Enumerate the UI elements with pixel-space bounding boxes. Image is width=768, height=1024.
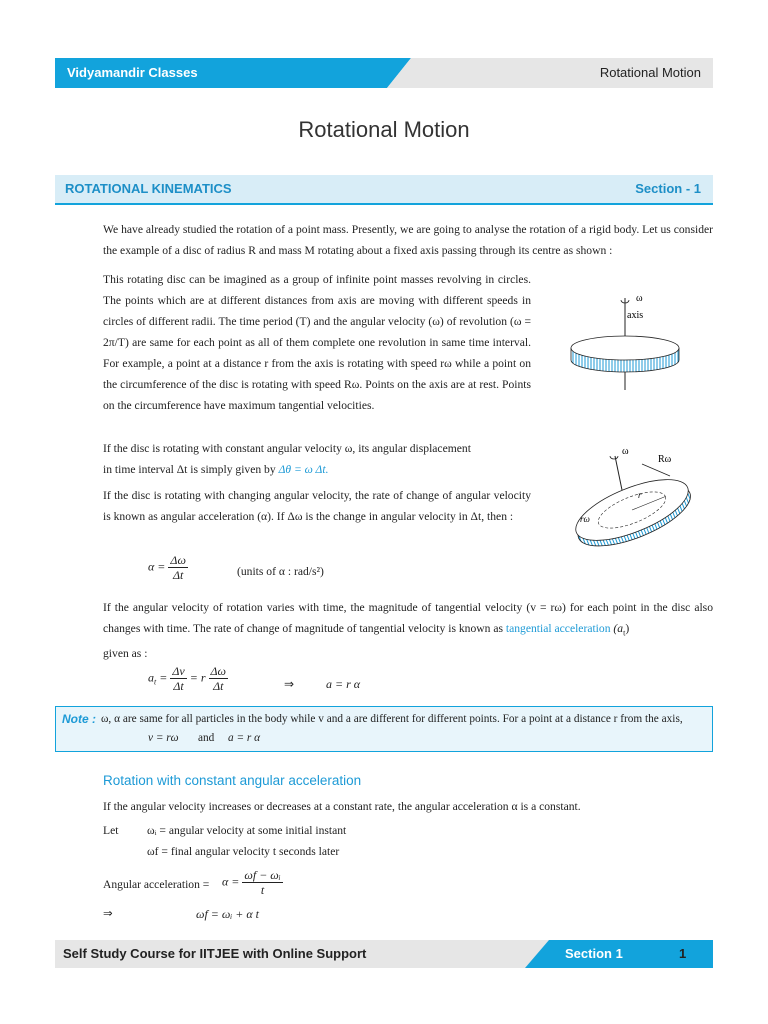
final-omega-equation: ωf = ωᵢ + α t: [196, 907, 260, 921]
note-box: [55, 706, 713, 752]
at-implies: ⇒: [284, 677, 295, 691]
paragraph-constant-alpha: If the angular velocity increases or decreases at a constant rate, the angular acceleration α is a constant.: [103, 800, 581, 813]
at-fraction-1: [170, 664, 186, 693]
note-and: and: [198, 732, 215, 744]
at-den2: Δt: [213, 679, 224, 693]
fig2-Romega-label: Rω: [658, 454, 672, 465]
fig2-romega-label: rω: [580, 514, 590, 524]
alpha2-lhs: α =: [222, 874, 240, 889]
para5-at: (a: [613, 622, 624, 635]
alpha2-equation: [222, 868, 283, 897]
at-den1: Δt: [173, 679, 184, 693]
disc-figure-2: [560, 442, 710, 554]
fig2-omega-label: ω: [622, 446, 629, 457]
at-num1: Δv: [172, 664, 185, 678]
alpha-lhs: α =: [148, 559, 166, 574]
alpha-num: Δω: [170, 553, 186, 567]
implies-symbol: ⇒: [103, 907, 113, 920]
paragraph-tangential: If the angular velocity of rotation varies with time, the magnitude of tangential velocity (v = rω) for each point in the disc also changes with time. The rate of change of magnitude of tangential velocity is known as tangential acceleration $(a_t)$ given as :: [103, 601, 713, 661]
section-title: ROTATIONAL KINEMATICS: [65, 181, 232, 196]
at-lhs: a: [148, 670, 154, 685]
para5-given: given as :: [103, 647, 148, 661]
section-bar: [55, 175, 713, 205]
footer-section: Section 1: [565, 946, 623, 961]
para3-line2: in time interval Δt is simply given by: [103, 463, 276, 476]
let-label: Let: [103, 824, 119, 837]
alpha-equation: [148, 553, 188, 582]
note-label: Note :: [62, 712, 96, 726]
para5-text: If the angular velocity of rotation varies with time, the magnitude of tangential velocity (v = rω) for each point in the disc also changes with time. The rate of change of magnitude of tangential velocity is known as: [103, 601, 713, 635]
header-chapter: Rotational Motion: [599, 65, 701, 80]
paragraph-angular-acceleration: If the disc is rotating with changing angular velocity, the rate of change of angular velocity is known as angular acceleration (α). If Δω is the change in angular velocity in Δt, then :: [103, 489, 531, 523]
header-brand: Vidyamandir Classes: [67, 65, 198, 80]
paragraph-constant-omega: [103, 438, 523, 480]
definition-omega-f: ωf = final angular velocity t seconds later: [147, 845, 340, 858]
at-result: a = r α: [326, 677, 361, 691]
tangential-acceleration-term: tangential acceleration: [505, 622, 611, 635]
delta-theta-equation: Δθ = ω Δt.: [278, 463, 329, 476]
alpha2-den: t: [260, 883, 265, 897]
section-number: Section - 1: [635, 181, 701, 196]
at-num2: Δω: [210, 664, 227, 678]
alpha2-num: ωf − ωᵢ: [244, 868, 281, 882]
disc-figure-1: [560, 282, 710, 394]
fig1-omega-label: ω: [636, 293, 643, 304]
fig1-axis-label: axis: [627, 310, 644, 321]
subheading-constant-acceleration: Rotation with constant angular acceleration: [103, 773, 362, 788]
para3-line1: If the disc is rotating with constant angular velocity ω, its angular displacement: [103, 442, 471, 455]
note-text: ω, α are same for all particles in the body while v and a are different for different points. For a point at a distance r from the axis,: [101, 713, 683, 725]
paragraph-intro: We have already studied the rotation of a point mass. Presently, we are going to analyse the rotation of a rigid body. Let us consider the example of a disc of radius R and mass M rotating about a fixed axis passing through its centre as shown :: [103, 223, 713, 257]
note-eq1: v = rω: [148, 732, 179, 744]
alpha2-fraction: [242, 868, 282, 897]
paragraph-disc: This rotating disc can be imagined as a group of infinite point masses revolving in circles. The points which are at different distances from axis are moving with different speeds in circles of different radii. The time period (T) and the angular velocity (ω) of revolution (ω = 2π/T) are same for each point as all of them complete one revolution in same time interval. For example, a point at a distance r from the axis is rotating with speed rω while a point on the circumference of the disc is rotating with speed Rω. Points on the axis are at rest. Points on the circumference have maximum tangential velocities.: [103, 273, 531, 412]
at-mid: = r: [189, 670, 206, 685]
tangential-accel-equation: $a_t$ = $\frac{\Delta v}{\Delta t}$ = r $\frac{\Delta\omega}{\Delta t}$: [148, 664, 227, 693]
page-title: Rotational Motion: [298, 117, 470, 142]
fig2-r-label: r: [638, 490, 642, 500]
page-header: [55, 58, 713, 88]
alpha-units: (units of α : rad/s²): [237, 565, 324, 578]
footer-course: Self Study Course for IITJEE with Online Support: [63, 946, 367, 961]
angular-acceleration-label: Angular acceleration =: [103, 878, 210, 891]
page-footer: [55, 940, 713, 968]
alpha-fraction: [168, 553, 188, 582]
at-fraction-2: [209, 664, 229, 693]
alpha-den: Δt: [172, 568, 184, 582]
footer-page-number: 1: [679, 946, 687, 961]
note-eq2: a = r α: [228, 732, 261, 744]
definition-omega-i: ωᵢ = angular velocity at some initial instant: [147, 824, 347, 837]
